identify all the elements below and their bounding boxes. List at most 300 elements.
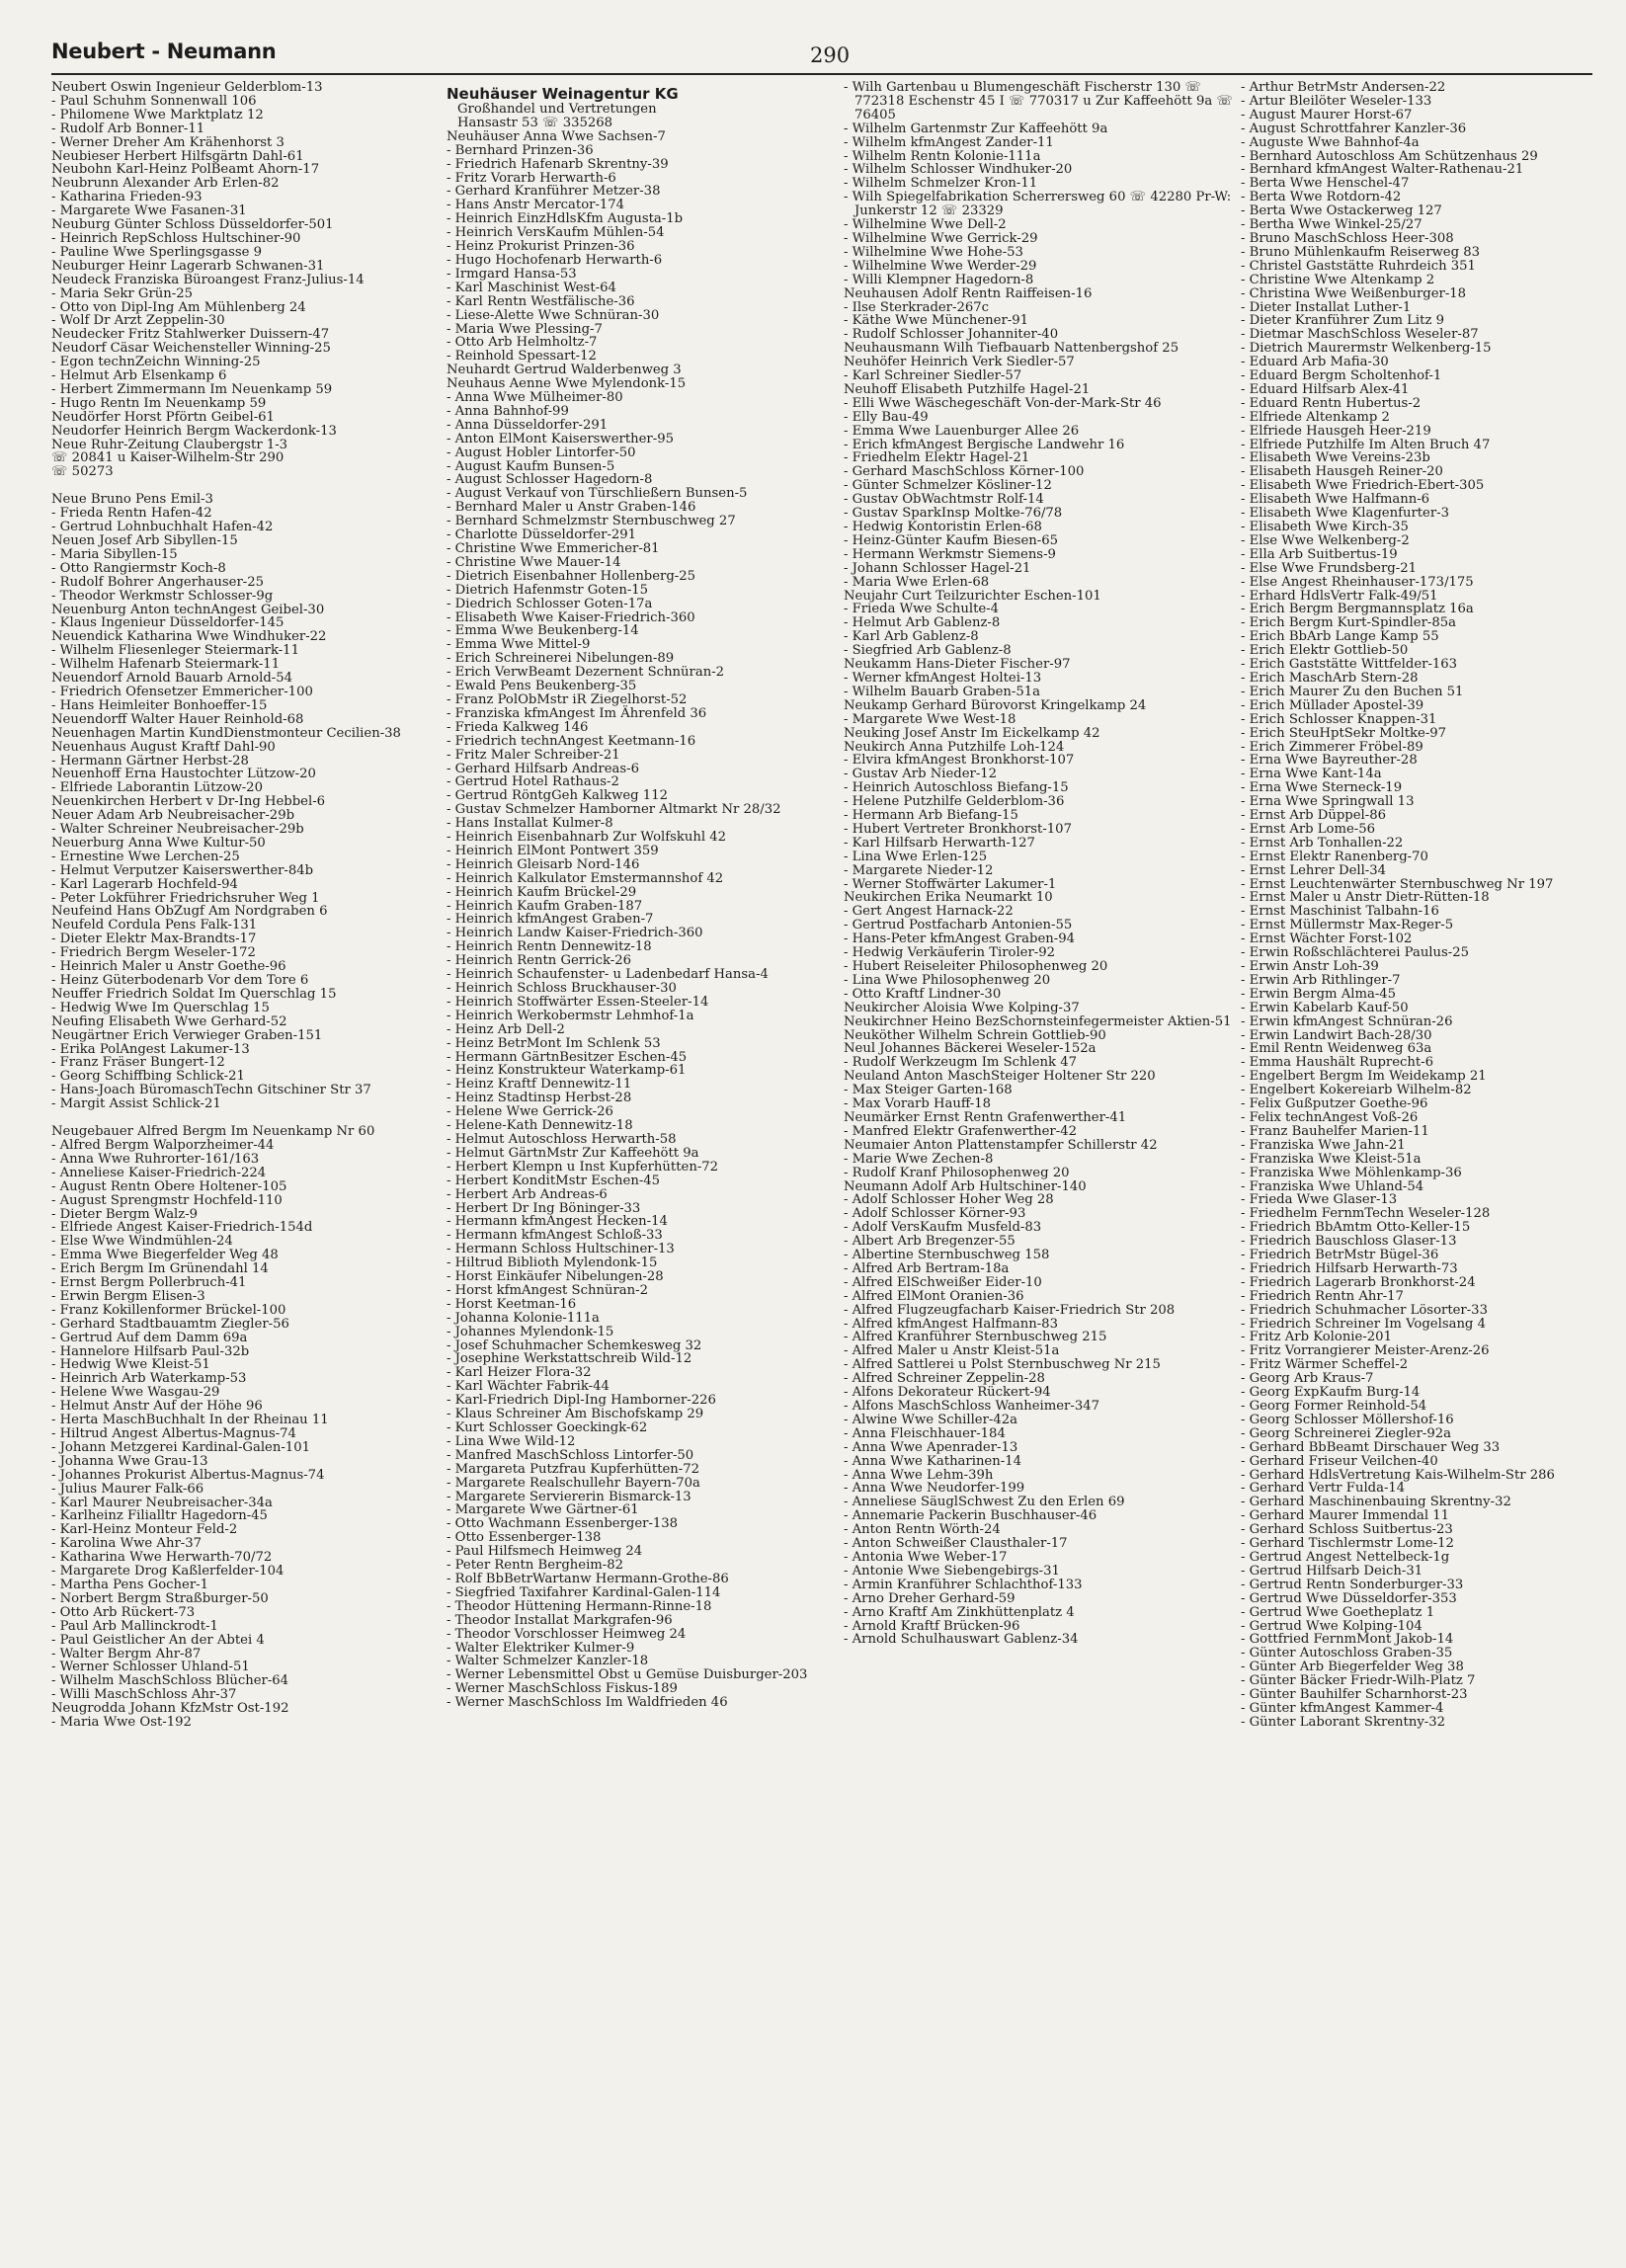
featured-firm-line: Großhandel und Vertretungen [457, 102, 657, 117]
directory-entry: Neukirchner Heino BezSchornsteinfegermeister Aktien-51 [844, 1013, 1232, 1029]
directory-entry: - Erich VerwBeamt Dezernent Schnüran-2 [447, 665, 725, 681]
directory-entry: Neuerburg Anna Wwe Kultur-50 [51, 835, 266, 850]
directory-entry: - Otto Essenberger-138 [447, 1530, 602, 1546]
directory-entry: Neubohn Karl-Heinz PolBeamt Ahorn-17 [51, 162, 320, 178]
directory-entry: - Heinrich Schaufenster- u Ladenbedarf Hansa-4 [447, 967, 769, 983]
directory-entry: - Theodor Hüttening Hermann-Rinne-18 [447, 1598, 712, 1614]
directory-entry: - Peter Rentn Bergheim-82 [447, 1558, 624, 1574]
directory-entry: - Theodor Werkmstr Schlosser-9g [51, 588, 274, 604]
directory-entry: - Christine Wwe Altenkamp 2 [1241, 272, 1435, 287]
directory-entry: - Heinrich RepSchloss Hultschiner-90 [51, 230, 301, 246]
directory-entry: - Martha Pens Gocher-1 [51, 1577, 209, 1592]
directory-entry: ☏ 20841 u Kaiser-Wilhelm-Str 290 [51, 450, 285, 466]
directory-entry: - Felix technAngest Voß-26 [1241, 1109, 1419, 1125]
directory-entry: Neue Ruhr-Zeitung Claubergstr 1-3 [51, 437, 288, 452]
directory-entry: - Erich BbArb Lange Kamp 55 [1241, 629, 1439, 645]
directory-entry: - Dieter Installat Luther-1 [1241, 299, 1412, 315]
directory-entry: - Gerhard Schloss Suitbertus-23 [1241, 1522, 1453, 1538]
directory-entry: - Elisabeth Wwe Kirch-35 [1241, 520, 1409, 534]
directory-entry: - Karolina Wwe Ahr-37 [51, 1536, 202, 1552]
directory-entry: Neuffer Friedrich Soldat Im Querschlag 15 [51, 986, 337, 1002]
directory-entry: - Ella Arb Suitbertus-19 [1241, 546, 1398, 562]
directory-entry: - Gertrud Hilfsarb Deich-31 [1241, 1563, 1423, 1579]
directory-entry: - Arno Kraftf Am Zinkhüttenplatz 4 [844, 1604, 1075, 1620]
directory-entry: - Erwin Bergm Alma-45 [1241, 986, 1397, 1002]
directory-entry: - Elisabeth Wwe Halfmann-6 [1241, 492, 1430, 508]
directory-entry: - Margareta Putzfrau Kupferhütten-72 [447, 1461, 700, 1477]
directory-entry: - Anna Wwe Lehm-39h [844, 1467, 994, 1483]
directory-entry: - Maria Wwe Erlen-68 [844, 574, 990, 590]
directory-entry: - Friedrich Lagerarb Bronkhorst-24 [1241, 1274, 1476, 1290]
directory-entry: Neukirchen Erika Neumarkt 10 [844, 890, 1053, 906]
directory-entry: - Hermann Arb Biefang-15 [844, 808, 1018, 824]
directory-entry: - Hugo Hochofenarb Herwarth-6 [447, 252, 663, 268]
directory-entry: - Anna Fleischhauer-184 [844, 1425, 1006, 1441]
directory-entry: - Wilhelm Gartenmstr Zur Kaffeehött 9a [844, 121, 1108, 136]
directory-entry: - Wilh Gartenbau u Blumengeschäft Fischerstr 130 ☏ 772318 Eschenstr 45 I ☏ 770317 u Zur Kaffeehött 9a ☏ 76405 [844, 81, 1233, 122]
directory-entry: - Heinrich Rentn Gerrick-26 [447, 953, 632, 969]
directory-entry: - Franziska Wwe Möhlenkamp-36 [1241, 1165, 1462, 1180]
directory-entry: - Werner Schlosser Uhland-51 [51, 1660, 250, 1675]
directory-entry: - Karl Heizer Flora-32 [447, 1365, 592, 1381]
directory-entry: Neuking Josef Anstr Im Eickelkamp 42 [844, 725, 1100, 741]
directory-entry: - Frieda Kalkweg 146 [447, 719, 589, 735]
directory-entry: - Berta Wwe Ostackerweg 127 [1241, 203, 1442, 219]
directory-entry: - Anna Wwe Ruhrorter-161/163 [51, 1151, 260, 1167]
directory-entry: - Alfred Maler u Anstr Kleist-51a [844, 1343, 1060, 1359]
directory-entry: - Hans Anstr Mercator-174 [447, 198, 625, 213]
directory-entry: - Wilhelm Schmelzer Kron-11 [844, 176, 1038, 192]
directory-entry: - Erich Bergm Kurt-Spindler-85a [1241, 615, 1456, 631]
directory-entry: - Rudolf Werkzeugm Im Schlenk 47 [844, 1055, 1078, 1071]
directory-entry: - Heinrich Werkobermstr Lehmhof-1a [447, 1008, 694, 1023]
directory-entry: - Franziska Wwe Kleist-51a [1241, 1151, 1422, 1167]
directory-entry: - Hedwig Wwe Kleist-51 [51, 1357, 210, 1373]
directory-entry: Neuburg Günter Schloss Düsseldorfer-501 [51, 217, 334, 233]
directory-entry: - Gerhard Tischlermstr Lome-12 [1241, 1536, 1454, 1552]
directory-entry: - Heinrich Landw Kaiser-Friedrich-360 [447, 926, 703, 941]
directory-entry: Neumärker Ernst Rentn Grafenwerther-41 [844, 1109, 1127, 1125]
entry-spacer [51, 479, 439, 493]
directory-entry: - Fritz Arb Kolonie-201 [1241, 1330, 1392, 1345]
directory-entry: - Werner MaschSchloss Im Waldfrieden 46 [447, 1695, 728, 1711]
directory-entry: - Rolf BbBetrWartanw Hermann-Grothe-86 [447, 1571, 729, 1586]
directory-entry: - Alfred Bergm Walporzheimer-44 [51, 1137, 275, 1153]
directory-entry: - Bernhard Maler u Anstr Graben-146 [447, 500, 696, 516]
directory-entry: - Alfons Dekorateur Rückert-94 [844, 1385, 1051, 1401]
directory-entry: - Elisabeth Hausgeh Reiner-20 [1241, 464, 1443, 480]
directory-entry: - Siegfried Arb Gablenz-8 [844, 643, 1012, 659]
directory-entry: - Karl Wächter Fabrik-44 [447, 1379, 610, 1395]
directory-entry: - August Verkauf von Türschließern Bunsen-5 [447, 486, 748, 502]
directory-entry: - Hans-Joach BüromaschTechn Gitschiner Str 37 [51, 1083, 371, 1098]
directory-entry: - Albert Arb Bregenzer-55 [844, 1234, 1016, 1250]
directory-entry: - Johann Metzgerei Kardinal-Galen-101 [51, 1439, 310, 1455]
directory-entry: - Emma Wwe Biegerfelder Weg 48 [51, 1248, 279, 1263]
directory-entry: - Manfred Elektr Grafenwerther-42 [844, 1123, 1077, 1139]
directory-entry: - Walter Schreiner Neubreisacher-29b [51, 822, 304, 838]
directory-entry: - Ernst Wächter Forst-102 [1241, 932, 1413, 947]
directory-entry: - Hans Heimleiter Bonhoeffer-15 [51, 697, 268, 713]
directory-entry: - Erwin kfmAngest Schnüran-26 [1241, 1013, 1453, 1029]
directory-entry: - Rudolf Schlosser Johanniter-40 [844, 327, 1059, 343]
directory-entry: - Bernhard kfmAngest Walter-Rathenau-21 [1241, 162, 1524, 178]
directory-entry: - Franz Kokillenformer Brückel-100 [51, 1302, 286, 1318]
directory-entry: - Georg Arb Kraus-7 [1241, 1371, 1374, 1387]
directory-entry: - Marie Wwe Zechen-8 [844, 1151, 994, 1167]
directory-entry: - Gerhard BbBeamt Dirschauer Weg 33 [1241, 1439, 1501, 1455]
directory-entry: - Bertha Wwe Winkel-25/27 [1241, 217, 1423, 233]
directory-entry: - Gertrud Postfacharb Antonien-55 [844, 918, 1073, 933]
directory-entry: - Adolf Schlosser Körner-93 [844, 1206, 1026, 1222]
directory-entry: - Hedwig Wwe Im Querschlag 15 [51, 1000, 270, 1015]
directory-entry: - Heinz Stadtinsp Herbst-28 [447, 1091, 632, 1106]
directory-entry: - Hedwig Kontoristin Erlen-68 [844, 520, 1042, 534]
directory-entry: - Gertrud Rentn Sonderburger-33 [1241, 1577, 1464, 1592]
directory-entry: - Erich Bergm Bergmannsplatz 16a [1241, 602, 1474, 617]
directory-entry: - Herbert Arb Andreas-6 [447, 1186, 608, 1202]
directory-entry: - Maria Wwe Ost-192 [51, 1715, 192, 1731]
directory-entry: - Günter Bauhilfer Scharnhorst-23 [1241, 1687, 1468, 1703]
directory-entry: - Hiltrud Biblioth Mylendonk-15 [447, 1256, 658, 1271]
directory-entry: - Wilhelm MaschSchloss Blücher-64 [51, 1673, 289, 1689]
directory-entry: - Otto Arb Rückert-73 [51, 1604, 196, 1620]
directory-entry: Neuburger Heinr Lagerarb Schwanen-31 [51, 258, 325, 274]
directory-entry: - August Kaufm Bunsen-5 [447, 458, 615, 474]
directory-entry: - Ewald Pens Beukenberg-35 [447, 679, 637, 694]
directory-entry: - Helene Wwe Wasgau-29 [51, 1385, 220, 1401]
directory-entry: - Wilhelm Fliesenleger Steiermark-11 [51, 643, 299, 659]
directory-entry: - Elisabeth Wwe Klagenfurter-3 [1241, 506, 1450, 522]
directory-entry: - Adolf Schlosser Hoher Weg 28 [844, 1192, 1054, 1208]
directory-entry: - Heinz-Günter Kaufm Biesen-65 [844, 532, 1058, 548]
directory-entry: - Friedrich Bergm Weseler-172 [51, 945, 256, 961]
directory-entry: - Heinz BetrMont Im Schlenk 53 [447, 1035, 661, 1051]
directory-entry: Neubrunn Alexander Arb Erlen-82 [51, 176, 280, 192]
directory-entry: - Paul Hilfsmech Heimweg 24 [447, 1544, 643, 1560]
directory-entry: Neul Johannes Bäckerei Weseler-152a [844, 1041, 1097, 1057]
directory-entry: - Gustav SparkInsp Moltke-76/78 [844, 506, 1063, 522]
directory-entry: - Johanna Wwe Grau-13 [51, 1453, 208, 1469]
directory-entry: - Karlheinz Filialltr Hagedorn-45 [51, 1508, 268, 1524]
directory-column-1 [51, 81, 439, 2254]
directory-entry: - Hermann Werkmstr Siemens-9 [844, 546, 1056, 562]
directory-entry: - Herbert KonditMstr Eschen-45 [447, 1173, 661, 1188]
directory-entry: - Käthe Wwe Münchener-91 [844, 313, 1029, 329]
directory-entry: - Eduard Bergm Scholtenhof-1 [1241, 368, 1442, 384]
directory-entry: - Wilhelm Schlosser Windhuker-20 [844, 162, 1073, 178]
directory-entry: - Gertrud Wwe Düsseldorfer-353 [1241, 1590, 1457, 1606]
directory-entry: - Gerhard Vertr Fulda-14 [1241, 1481, 1406, 1497]
directory-entry: - Erich Schlosser Knappen-31 [1241, 711, 1437, 727]
directory-entry: - Eduard Rentn Hubertus-2 [1241, 395, 1422, 411]
directory-entry: - Otto Wachmann Essenberger-138 [447, 1516, 679, 1532]
directory-entry: - Anton Rentn Wörth-24 [844, 1522, 1001, 1538]
directory-entry: - Elisabeth Wwe Friedrich-Ebert-305 [1241, 478, 1485, 494]
directory-entry: - Maria Sekr Grün-25 [51, 285, 193, 301]
directory-entry: - Egon technZeichn Winning-25 [51, 355, 261, 370]
page-number: 290 [810, 43, 851, 67]
entry-spacer [51, 1111, 439, 1125]
directory-entry: - Julius Maurer Falk-66 [51, 1481, 204, 1497]
directory-entry: - Theodor Installat Markgrafen-96 [447, 1612, 673, 1628]
directory-entry: - Peter Lokführer Friedrichsruher Weg 1 [51, 890, 320, 906]
directory-entry: - Max Vorarb Hauff-18 [844, 1096, 991, 1112]
directory-entry: - Heinrich EinzHdlsKfm Augusta-1b [447, 211, 684, 227]
directory-entry: Neudörfer Horst Pförtn Geibel-61 [51, 409, 275, 425]
directory-entry: - Erich Gaststätte Wittfelder-163 [1241, 657, 1458, 673]
directory-entry: - Georg Schreinerei Ziegler-92a [1241, 1425, 1451, 1441]
directory-entry: - Max Steiger Garten-168 [844, 1083, 1013, 1098]
directory-entry: - Gustav Arb Nieder-12 [844, 767, 998, 782]
directory-entry: - Arnold Kraftf Brücken-96 [844, 1618, 1020, 1634]
directory-entry: - Paul Schuhm Sonnenwall 106 [51, 93, 257, 109]
directory-entry: - Erich Bergm Im Grünendahl 14 [51, 1261, 269, 1277]
directory-entry: - Eduard Hilfsarb Alex-41 [1241, 381, 1410, 397]
directory-entry: - Emma Wwe Beukenberg-14 [447, 623, 639, 639]
directory-entry: - Werner kfmAngest Holtei-13 [844, 670, 1042, 686]
directory-entry: - Wilhelm Rentn Kolonie-111a [844, 148, 1041, 164]
directory-entry: - Karl Schreiner Siedler-57 [844, 368, 1022, 384]
directory-entry: - Margarete Wwe Gärtner-61 [447, 1502, 639, 1518]
directory-entry: - Herbert Zimmermann Im Neuenkamp 59 [51, 381, 333, 397]
directory-entry: - Hubert Vertreter Bronkhorst-107 [844, 821, 1072, 837]
directory-entry: - Margit Assist Schlick-21 [51, 1096, 221, 1112]
directory-entry: Neugrodda Johann KfzMstr Ost-192 [51, 1701, 289, 1717]
directory-entry: - Werner MaschSchloss Fiskus-189 [447, 1681, 678, 1697]
directory-entry: - Gerhard Kranführer Metzer-38 [447, 184, 661, 200]
directory-entry: - Helmut GärtnMstr Zur Kaffeehött 9a [447, 1145, 699, 1161]
directory-entry: - Helmut Anstr Auf der Höhe 96 [51, 1399, 263, 1415]
directory-entry: - Ernst Bergm Pollerbruch-41 [51, 1275, 247, 1291]
directory-entry: - Hermann Schloss Hultschiner-13 [447, 1242, 675, 1257]
directory-entry: - Anna Bahnhof-99 [447, 403, 569, 419]
directory-entry: - Anton ElMont Kaiserswerther-95 [447, 431, 674, 446]
directory-entry: Neudorfer Heinrich Bergm Wackerdonk-13 [51, 423, 337, 439]
directory-entry: - Elfriede Altenkamp 2 [1241, 409, 1390, 425]
directory-entry: - Wolf Dr Arzt Zeppelin-30 [51, 313, 225, 329]
directory-entry: Neuenkirchen Herbert v Dr-Ing Hebbel-6 [51, 794, 326, 810]
directory-entry: - Erwin Bergm Elisen-3 [51, 1288, 205, 1304]
directory-entry: - Theodor Vorschlosser Heimweg 24 [447, 1626, 687, 1642]
directory-entry: - Arthur BetrMstr Andersen-22 [1241, 81, 1446, 95]
directory-entry: - Friedrich Hafenarb Skrentny-39 [447, 156, 669, 172]
directory-entry: - Hermann Gärtner Herbst-28 [51, 753, 249, 769]
directory-entry: Neuendick Katharina Wwe Windhuker-22 [51, 629, 327, 645]
directory-entry: - Emma Wwe Mittel-9 [447, 637, 591, 653]
directory-entry: - Philomene Wwe Marktplatz 12 [51, 107, 264, 122]
directory-entry: - Bernhard Prinzen-36 [447, 142, 594, 158]
directory-entry: - Anneliese SäuglSchwest Zu den Erlen 69 [844, 1495, 1125, 1510]
directory-entry: - Paul Geistlicher An der Abtei 4 [51, 1632, 265, 1648]
directory-entry: - Bruno Mühlenkaufm Reiserweg 83 [1241, 244, 1481, 260]
directory-entry: - Fritz Vorarb Herwarth-6 [447, 170, 616, 186]
directory-entry: - Karl Arb Gablenz-8 [844, 629, 979, 645]
directory-entry: - Maria Sibyllen-15 [51, 546, 178, 562]
directory-entry: Neuland Anton MaschSteiger Holtener Str 220 [844, 1069, 1156, 1085]
directory-entry: Neugebauer Alfred Bergm Im Neuenkamp Nr 60 [51, 1124, 375, 1140]
directory-entry: - August Schrottfahrer Kanzler-36 [1241, 121, 1467, 136]
directory-entry: - Helene Putzhilfe Gelderblom-36 [844, 794, 1065, 810]
directory-entry: Neuenhaus August Kraftf Dahl-90 [51, 739, 276, 755]
directory-entry: - Otto Arb Helmholtz-7 [447, 335, 598, 351]
directory-entry: - Friedhelm Elektr Hagel-21 [844, 450, 1030, 466]
directory-entry: - Wilh Spiegelfabrikation Scherrersweg 60 ☏ 42280 Pr-W: Junkerstr 12 ☏ 23329 [844, 190, 1232, 219]
directory-entry: - Heinz Konstrukteur Waterkamp-61 [447, 1063, 687, 1079]
directory-entry: - Else Wwe Welkenberg-2 [1241, 532, 1410, 548]
directory-entry: - Ernst Arb Tonhallen-22 [1241, 835, 1404, 850]
directory-entry: - Dieter Kranführer Zum Litz 9 [1241, 313, 1444, 329]
directory-entry: Neuhäuser Anna Wwe Sachsen-7 [447, 128, 666, 144]
directory-entry: - Erwin Landwirt Bach-28/30 [1241, 1027, 1432, 1043]
directory-entry: - Erich Müllader Apostel-39 [1241, 697, 1424, 713]
directory-entry: - August Maurer Horst-67 [1241, 107, 1413, 122]
directory-entry: - Gertrud Wwe Kolping-104 [1241, 1618, 1423, 1634]
directory-entry: - Erich Maurer Zu den Buchen 51 [1241, 684, 1464, 699]
directory-entry: Neuhausmann Wilh Tiefbauarb Nattenbergshof 25 [844, 341, 1179, 357]
directory-entry: - Berta Wwe Rotdorn-42 [1241, 190, 1402, 205]
directory-entry: - August Hobler Lintorfer-50 [447, 445, 636, 460]
directory-entry: - Erich Zimmerer Fröbel-89 [1241, 739, 1423, 755]
directory-entry: - Arnold Schulhauswart Gablenz-34 [844, 1632, 1079, 1648]
directory-entry: - Anna Wwe Neudorfer-199 [844, 1481, 1025, 1497]
directory-entry: - Wilhelmine Wwe Dell-2 [844, 217, 1007, 233]
directory-entry: - Erika PolAngest Lakumer-13 [51, 1041, 250, 1057]
directory-entry: Neuhausen Adolf Rentn Raiffeisen-16 [844, 285, 1093, 301]
directory-entry: - Ilse Sterkrader-267c [844, 299, 990, 315]
directory-entry: - Heinrich Eisenbahnarb Zur Wolfskuhl 42 [447, 830, 727, 846]
directory-entry: - Erich SteuHptSekr Moltke-97 [1241, 725, 1447, 741]
directory-entry: - Berta Wwe Henschel-47 [1241, 176, 1410, 192]
directory-entry: Neuendorf Arnold Bauarb Arnold-54 [51, 671, 293, 687]
directory-entry: - Heinz Kraftf Dennewitz-11 [447, 1077, 632, 1093]
directory-entry: - Heinrich Autoschloss Biefang-15 [844, 780, 1069, 796]
directory-entry: - Christine Wwe Mauer-14 [447, 554, 621, 570]
directory-entry: - Friedrich Ofensetzer Emmericher-100 [51, 684, 313, 699]
directory-entry: - Ernst Arb Lome-56 [1241, 821, 1376, 837]
directory-entry: - Elvira kfmAngest Bronkhorst-107 [844, 753, 1075, 769]
page-header [51, 40, 1592, 75]
directory-entry: - Wilhelmine Wwe Hohe-53 [844, 244, 1023, 260]
directory-entry: - Emma Wwe Lauenburger Allee 26 [844, 423, 1080, 439]
directory-entry: Neubieser Herbert Hilfsgärtn Dahl-61 [51, 148, 304, 164]
directory-entry: - Bernhard Schmelzmstr Sternbuschweg 27 [447, 514, 736, 529]
directory-entry: - Klaus Schreiner Am Bischofskamp 29 [447, 1407, 704, 1422]
directory-entry: - Heinrich Kaufm Graben-187 [447, 898, 643, 914]
directory-entry: - Christina Wwe Weißenburger-18 [1241, 285, 1467, 301]
directory-entry: - Franziska Wwe Jahn-21 [1241, 1137, 1406, 1153]
directory-entry: - Katharina Wwe Herwarth-70/72 [51, 1550, 273, 1566]
directory-entry: - Katharina Frieden-93 [51, 190, 203, 205]
directory-entry: - Dieter Bergm Walz-9 [51, 1206, 199, 1222]
directory-entry: - Dietrich Maurermstr Welkenberg-15 [1241, 341, 1492, 357]
directory-entry: - Margarete Realschullehr Bayern-70a [447, 1475, 700, 1491]
directory-entry: - Friedhelm FernmTechn Weseler-128 [1241, 1206, 1491, 1222]
directory-entry: - Gertrud Auf dem Damm 69a [51, 1330, 248, 1345]
directory-entry: - Gerhard HdlsVertretung Kais-Wilhelm-Str 286 [1241, 1467, 1555, 1483]
directory-entry: Neuenburg Anton technAngest Geibel-30 [51, 602, 325, 617]
directory-entry: - Erwin Roßschlächterei Paulus-25 [1241, 945, 1470, 961]
directory-entry: - Dietrich Hafenmstr Goten-15 [447, 582, 649, 598]
directory-entry: - Franz PolObMstr iR Ziegelhorst-52 [447, 691, 688, 707]
directory-entry: - Karl Maurer Neubreisacher-34a [51, 1495, 273, 1510]
directory-entry: - Ernst Elektr Ranenberg-70 [1241, 849, 1428, 864]
directory-entry: - Adolf VersKaufm Musfeld-83 [844, 1220, 1042, 1236]
directory-entry: - Hugo Rentn Im Neuenkamp 59 [51, 395, 267, 411]
directory-entry: - Gertrud Angest Nettelbeck-1g [1241, 1549, 1450, 1565]
directory-entry: - Elisabeth Wwe Vereins-23b [1241, 450, 1430, 466]
directory-entry: - Norbert Bergm Straßburger-50 [51, 1590, 269, 1606]
directory-entry: Neuen Josef Arb Sibyllen-15 [51, 533, 238, 548]
directory-entry: Neuendorff Walter Hauer Reinhold-68 [51, 711, 304, 727]
directory-entry: - Erich Schreinerei Nibelungen-89 [447, 651, 675, 667]
directory-entry: - Johann Schlosser Hagel-21 [844, 560, 1031, 576]
directory-entry: - Elisabeth Wwe Kaiser-Friedrich-360 [447, 609, 695, 625]
directory-entry: Neufing Elisabeth Wwe Gerhard-52 [51, 1013, 287, 1029]
directory-entry: - Georg Former Reinhold-54 [1241, 1399, 1427, 1414]
directory-entry: - Walter Elektriker Kulmer-9 [447, 1640, 635, 1656]
directory-entry: - Gert Angest Harnack-22 [844, 904, 1014, 920]
directory-entry: Neuhardt Gertrud Walderbenweg 3 [447, 363, 682, 378]
directory-entry: Neumann Adolf Arb Hultschiner-140 [844, 1178, 1087, 1194]
directory-entry: - Erwin Kabelarb Kauf-50 [1241, 1000, 1409, 1015]
directory-entry: - Artur Bleilöter Weseler-133 [1241, 93, 1432, 109]
directory-entry: - Gerhard Maurer Immendal 11 [1241, 1508, 1450, 1524]
directory-entry: - Helmut Arb Gablenz-8 [844, 615, 1001, 631]
directory-entry: - Hedwig Verkäuferin Tiroler-92 [844, 945, 1056, 961]
directory-entry: - Armin Kranführer Schlachthof-133 [844, 1577, 1083, 1592]
directory-entry: - Heinrich Kaufm Brückel-29 [447, 884, 637, 900]
directory-entry: - Gustav Schmelzer Hamborner Altmarkt Nr 28/32 [447, 802, 781, 818]
directory-entry: - Friedrich Schreiner Im Vogelsang 4 [1241, 1316, 1486, 1332]
directory-column-2 [447, 81, 837, 2254]
directory-entry: - Ernestine Wwe Lerchen-25 [51, 849, 240, 864]
directory-entry: - Georg Schiffbing Schlick-21 [51, 1069, 245, 1085]
directory-entry: - Felix Gußputzer Goethe-96 [1241, 1096, 1428, 1112]
directory-entry: - Ernst Leuchtenwärter Sternbuschweg Nr 197 [1241, 876, 1554, 892]
directory-entry: - Hubert Reiseleiter Philosophenweg 20 [844, 959, 1108, 974]
directory-entry: - Christel Gaststätte Ruhrdeich 351 [1241, 258, 1476, 274]
directory-entry: - Karl-Friedrich Dipl-Ing Hamborner-226 [447, 1393, 716, 1409]
directory-entry: - Friedrich Bauschloss Glaser-13 [1241, 1234, 1457, 1250]
directory-entry: - August Schlosser Hagedorn-8 [447, 472, 653, 488]
directory-entry: - Alfred Arb Bertram-18a [844, 1260, 1010, 1276]
directory-entry: Neufeld Cordula Pens Falk-131 [51, 918, 258, 933]
directory-entry: - Rudolf Arb Bonner-11 [51, 121, 205, 136]
directory-entry: - Fritz Vorrangierer Meister-Arenz-26 [1241, 1343, 1490, 1359]
directory-entry: Neukirch Anna Putzhilfe Loh-124 [844, 739, 1065, 755]
directory-entry: - Josephine Werkstattschreib Wild-12 [447, 1351, 692, 1367]
directory-entry: - Gerhard MaschSchloss Körner-100 [844, 464, 1085, 480]
directory-entry: - Alfred ElMont Oranien-36 [844, 1288, 1024, 1304]
directory-entry: - Heinrich VersKaufm Mühlen-54 [447, 225, 665, 241]
directory-entry: - Erich MaschArb Stern-28 [1241, 670, 1419, 686]
directory-entry: - Karl Rentn Westfälische-36 [447, 293, 635, 309]
directory-entry: - Antonia Wwe Weber-17 [844, 1549, 1008, 1565]
directory-entry: - Albertine Sternbuschweg 158 [844, 1248, 1050, 1263]
directory-entry: - Friedrich BetrMstr Bügel-36 [1241, 1248, 1439, 1263]
directory-entry: - Heinrich Schloss Bruckhauser-30 [447, 981, 677, 996]
directory-entry: - Frieda Rentn Hafen-42 [51, 506, 212, 522]
directory-entry: - Herbert Klempn u Inst Kupferhütten-72 [447, 1159, 719, 1174]
directory-entry: - Walter Bergm Ahr-87 [51, 1646, 202, 1661]
directory-entry: - Gertrud RöntgGeh Kalkweg 112 [447, 788, 668, 804]
directory-entry: - Else Angest Rheinhauser-173/175 [1241, 574, 1474, 590]
directory-entry: - Christine Wwe Emmericher-81 [447, 541, 660, 556]
directory-entry: - Lina Wwe Philosophenweg 20 [844, 972, 1051, 988]
directory-entry: - Werner Lebensmittel Obst u Gemüse Duisburger-203 [447, 1667, 808, 1683]
directory-entry: - Liese-Alette Wwe Schnüran-30 [447, 307, 660, 323]
